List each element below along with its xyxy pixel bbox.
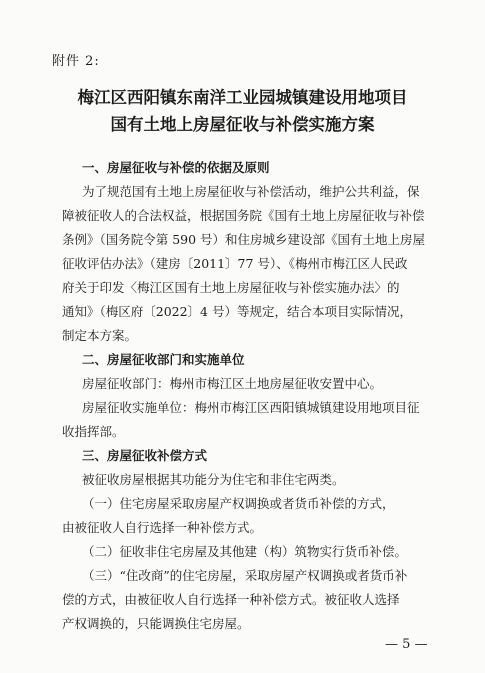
section3-line: （三）“住改商”的住宅房屋，采取房屋产权调换或者货币补 [82, 568, 408, 583]
section1-line: 为了规范国有土地上房屋征收与补偿活动，维护公共利益，保 [82, 184, 420, 199]
attachment-label: 附件 2: [52, 54, 100, 69]
section3-line: （二）征收非住宅房屋及其他建（构）筑物实行货币补偿。 [82, 544, 408, 559]
document-title-line2: 国有土地上房屋征收与补偿实施方案 [110, 115, 375, 134]
section2-heading: 二、房屋征收部门和实施单位 [82, 352, 245, 367]
section3-line: 被征收房屋根据其功能分为住宅和非住宅两类。 [82, 472, 345, 487]
section3-line: 产权调换的，只能调换住宅房屋。 [62, 616, 250, 631]
section1-line: 障被征收人的合法权益，根据国务院《国有土地上房屋征收与补偿 [62, 208, 425, 223]
section1-heading: 一、房屋征收与补偿的依据及原则 [82, 160, 270, 175]
section3-line: 由被征收人自行选择一种补偿方式。 [62, 520, 263, 535]
section1-line: 府关于印发〈梅江区国有土地上房屋征收与补偿实施办法〉的 [62, 280, 400, 295]
section3-line: （一）住宅房屋采取房屋产权调换或者货币补偿的方式， [82, 496, 395, 511]
section1-line: 制定本方案。 [62, 328, 138, 343]
document-title-line1: 梅江区西阳镇东南洋工业园城镇建设用地项目 [77, 88, 408, 107]
section2-line: 房屋征收部门：梅州市梅江区土地房屋征收安置中心。 [82, 376, 383, 391]
section1-line: 通知》（梅区府〔2022〕4 号）等规定，结合本项目实际情况， [62, 304, 412, 319]
section3-heading: 三、房屋征收补偿方式 [82, 448, 208, 463]
section2-line: 房屋征收实施单位：梅州市梅江区西阳镇城镇建设用地项目征 [82, 400, 420, 415]
section1-line: 条例》（国务院令第 590 号）和住房城乡建设部《国有土地上房屋 [62, 232, 426, 247]
section1-line: 征收评估办法》（建房〔2011〕77 号）、《梅州市梅江区人民政 [62, 256, 408, 271]
section2-line: 收指挥部。 [62, 424, 125, 439]
page-number: — 5 — [385, 637, 428, 652]
section3-line: 偿的方式，由被征收人自行选择一种补偿方式。被征收人选择 [62, 592, 400, 607]
